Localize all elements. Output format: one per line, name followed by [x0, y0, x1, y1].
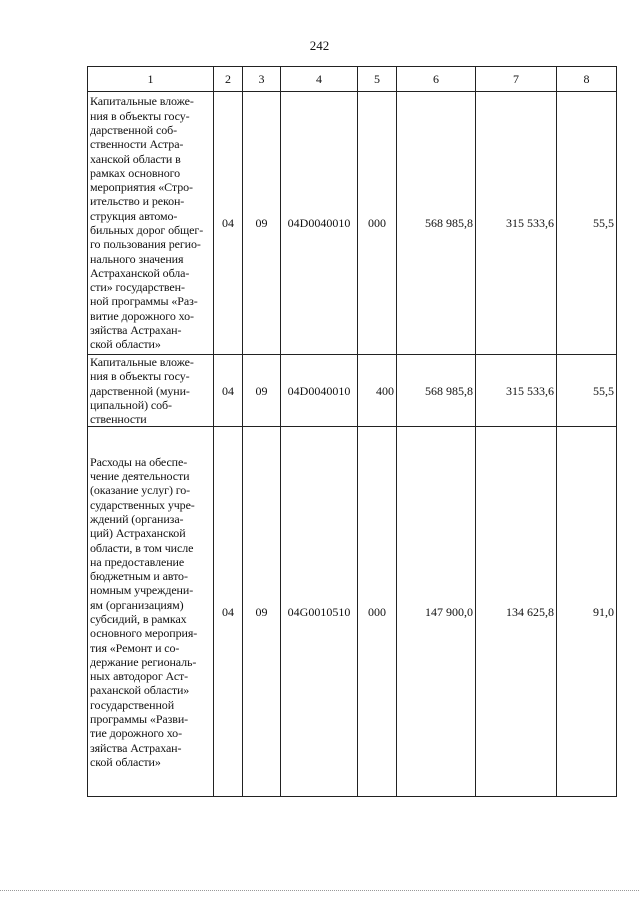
expense-type-code: 400: [358, 355, 397, 427]
target-article-code: 04D0040010: [281, 92, 358, 355]
executed-amount: 315 533,6: [476, 92, 557, 355]
budget-table: [87, 66, 617, 797]
page-bottom-divider: [0, 890, 639, 891]
column-header-7: 7: [476, 67, 557, 92]
table-row: [88, 355, 617, 427]
target-article-code: 04G0010510: [281, 427, 358, 797]
section-code: 04: [214, 355, 243, 427]
row-name: Капитальные вложе- ния в объекты госу- дарственной соб- ственности Астра- ханской области в рамках основного мероприятия «Стро- ительство и рекон- струкция автомо- бильных дорог общег- го пользования регио- нального значения Астраханской обла- сти» государствен- ной программы «Раз- витие дорожного хо- зяйства Астрахан- ской области»: [88, 92, 214, 355]
column-header-1: 1: [88, 67, 214, 92]
column-header-8: 8: [557, 67, 617, 92]
execution-percent: 91,0: [557, 427, 617, 797]
table-row: [88, 92, 617, 355]
row-name: Расходы на обеспе- чение деятельности (оказание услуг) го- сударственных учре- ждений (организа- ций) Астраханской области, в том числе на предоставление бюджетным и авто- номным учреждени- ям (организациям) субсидий, в рамках основного мероприя- тия «Ремонт и со- держание региональ- ных автодорог Аст- раханской области» государственной программы «Разви- тие дорожного хо- зяйства Астрахан- ской области»: [88, 427, 214, 797]
subsection-code: 09: [243, 427, 281, 797]
column-header-4: 4: [281, 67, 358, 92]
expense-type-code: 000: [358, 427, 397, 797]
execution-percent: 55,5: [557, 92, 617, 355]
header-row: [88, 67, 617, 92]
executed-amount: 134 625,8: [476, 427, 557, 797]
column-header-2: 2: [214, 67, 243, 92]
column-header-3: 3: [243, 67, 281, 92]
target-article-code: 04D0040010: [281, 355, 358, 427]
planned-amount: 147 900,0: [397, 427, 476, 797]
section-code: 04: [214, 427, 243, 797]
row-name: Капитальные вложе- ния в объекты госу- дарственной (муни- ципальной) соб- ственности: [88, 355, 214, 427]
column-header-5: 5: [358, 67, 397, 92]
subsection-code: 09: [243, 92, 281, 355]
table-row: [88, 427, 617, 797]
execution-percent: 55,5: [557, 355, 617, 427]
planned-amount: 568 985,8: [397, 355, 476, 427]
executed-amount: 315 533,6: [476, 355, 557, 427]
page-number: 242: [309, 38, 330, 53]
section-code: 04: [214, 92, 243, 355]
expense-type-code: 000: [358, 92, 397, 355]
column-header-6: 6: [397, 67, 476, 92]
subsection-code: 09: [243, 355, 281, 427]
planned-amount: 568 985,8: [397, 92, 476, 355]
